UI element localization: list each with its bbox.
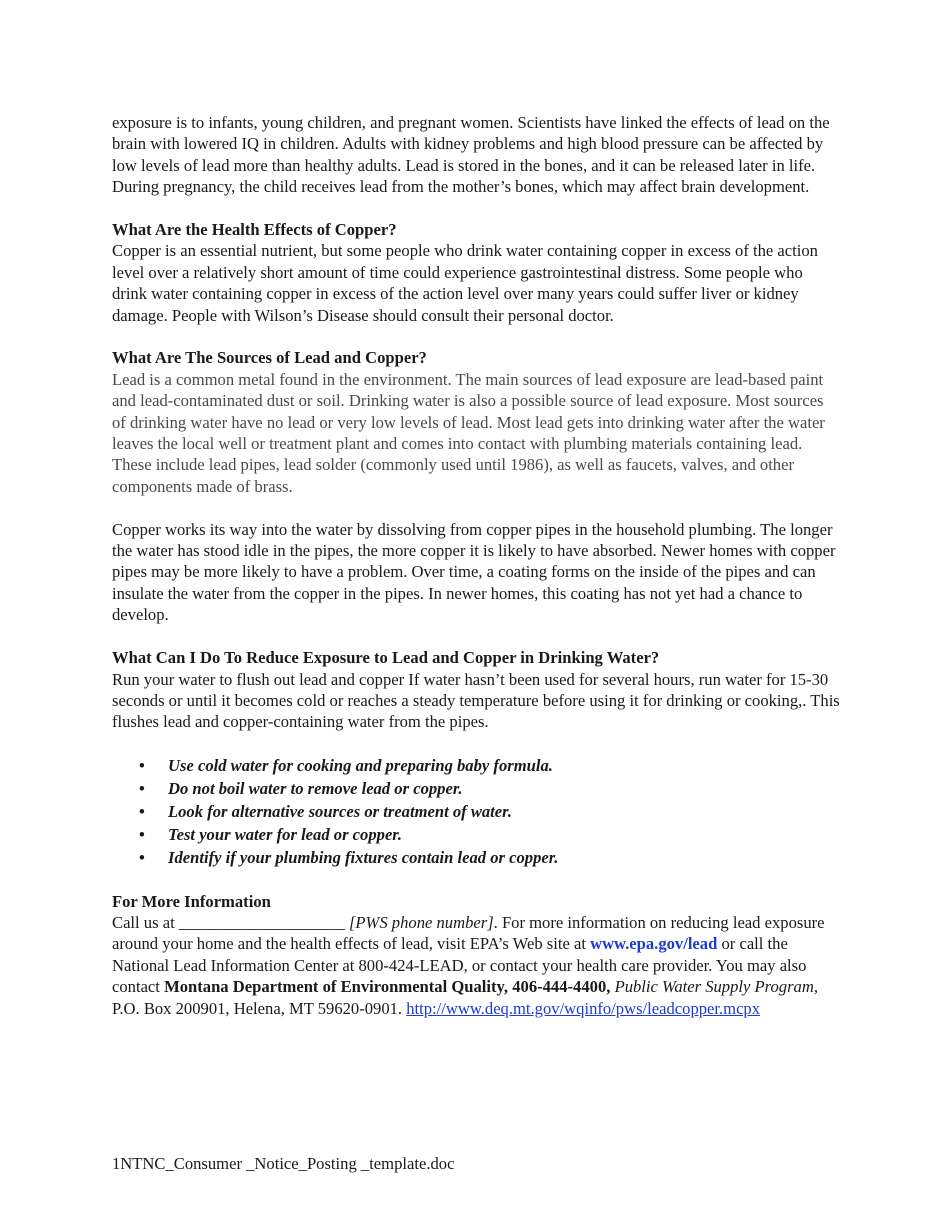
list-item (112, 754, 840, 777)
bullet-icon: • (139, 848, 145, 868)
list-item (112, 846, 840, 869)
deq-url-link[interactable]: http://www.deq.mt.gov/wqinfo/pws/leadcopper.mcpx (406, 998, 761, 1018)
copper-effects-paragraph: Copper is an essential nutrient, but some people who drink water containing copper in excess of the action level over a relatively short amount of time could experience gastrointestinal distress. Some people who drink water containing copper in excess of the action level over many years could suffer liver or kidney damage. People with Wilson’s Disease should consult their personal doctor. (112, 241, 818, 325)
intro-paragraph: exposure is to infants, young children, and pregnant women. Scientists have linked the effects of lead on the brain with lowered IQ in children. Adults with kidney problems and high blood pressure can be affected by low levels of lead more than healthy adults. Lead is stored in the bones, and it can be released later in life. During pregnancy, the child receives lead from the mother’s bones, which may affect brain development. (112, 113, 830, 197)
list-item (112, 800, 840, 823)
document-body (112, 112, 840, 1019)
tip-text: Do not boil water to remove lead or copper. (168, 779, 463, 799)
sources-heading: What Are The Sources of Lead and Copper? (112, 348, 427, 368)
list-item (112, 823, 840, 846)
phone-placeholder: [PWS phone number] (348, 912, 494, 932)
phone-blank: ____________________ (178, 912, 345, 932)
bullet-icon: • (139, 779, 145, 799)
reduce-exposure-paragraph: Run your water to flush out lead and copper If water hasn’t been used for several hours, run water for 15-30 seconds or until it becomes cold or reaches a steady temperature before using it for drinking or cooking,. This flushes lead and copper-containing water from the pipes. (112, 669, 840, 732)
more-info-paragraph (112, 912, 840, 1019)
list-item (112, 777, 840, 800)
reduce-exposure-heading: What Can I Do To Reduce Exposure to Lead and Copper in Drinking Water? (112, 648, 660, 668)
call-prefix: Call us at (112, 912, 179, 932)
bullet-icon: • (139, 802, 145, 822)
tip-text: Test your water for lead or copper. (168, 825, 402, 845)
bullet-icon: • (139, 825, 145, 845)
more-info-heading: For More Information (112, 891, 271, 911)
footer-filename: 1NTNC_Consumer _Notice_Posting _template.doc (112, 1154, 455, 1173)
more-info-text-2: or call the National Lead Information Center at 800-424-LEAD, or contact your health care provider. You may also contact (112, 934, 807, 997)
copper-effects-heading: What Are the Health Effects of Copper? (112, 220, 397, 240)
lead-sources-paragraph: Lead is a common metal found in the environment. The main sources of lead exposure are lead-based paint and lead-contaminated dust or soil. Drinking water is also a possible source of lead exposure. Most sources of drinking water have no lead or very low levels of lead. Most lead gets into drinking water after the water leaves the local well or treatment plant and comes into contact with plumbing materials containing lead. These include lead pipes, lead solder (commonly used until 1986), as well as faucets, valves, and other components made of brass. (112, 369, 825, 496)
tip-text: Use cold water for cooking and preparing baby formula. (168, 756, 553, 776)
tips-list (112, 754, 840, 869)
program-name: Public Water Supply Program, (614, 977, 818, 997)
bullet-icon: • (139, 756, 145, 776)
mailing-address: P.O. Box 200901, Helena, MT 59620-0901. (112, 998, 407, 1018)
more-info-text: . For more information on reducing lead exposure around your home and the health effects of lead, visit EPA’s Web site at (112, 912, 825, 954)
tip-text: Look for alternative sources or treatment of water. (168, 802, 512, 822)
deq-contact: Montana Department of Environmental Quality, 406-444-4400, (164, 977, 611, 997)
copper-sources-paragraph: Copper works its way into the water by dissolving from copper pipes in the household plumbing. The longer the water has stood idle in the pipes, the more copper it is likely to have absorbed. Newer homes with copper pipes may be more likely to have a problem. Over time, a coating forms on the inside of the pipes and can insulate the water from the copper in the pipes. In newer homes, this coating has not yet had a chance to develop. (112, 519, 836, 625)
tip-text: Identify if your plumbing fixtures contain lead or copper. (168, 848, 559, 868)
epa-lead-link[interactable]: www.epa.gov/lead (590, 934, 718, 954)
